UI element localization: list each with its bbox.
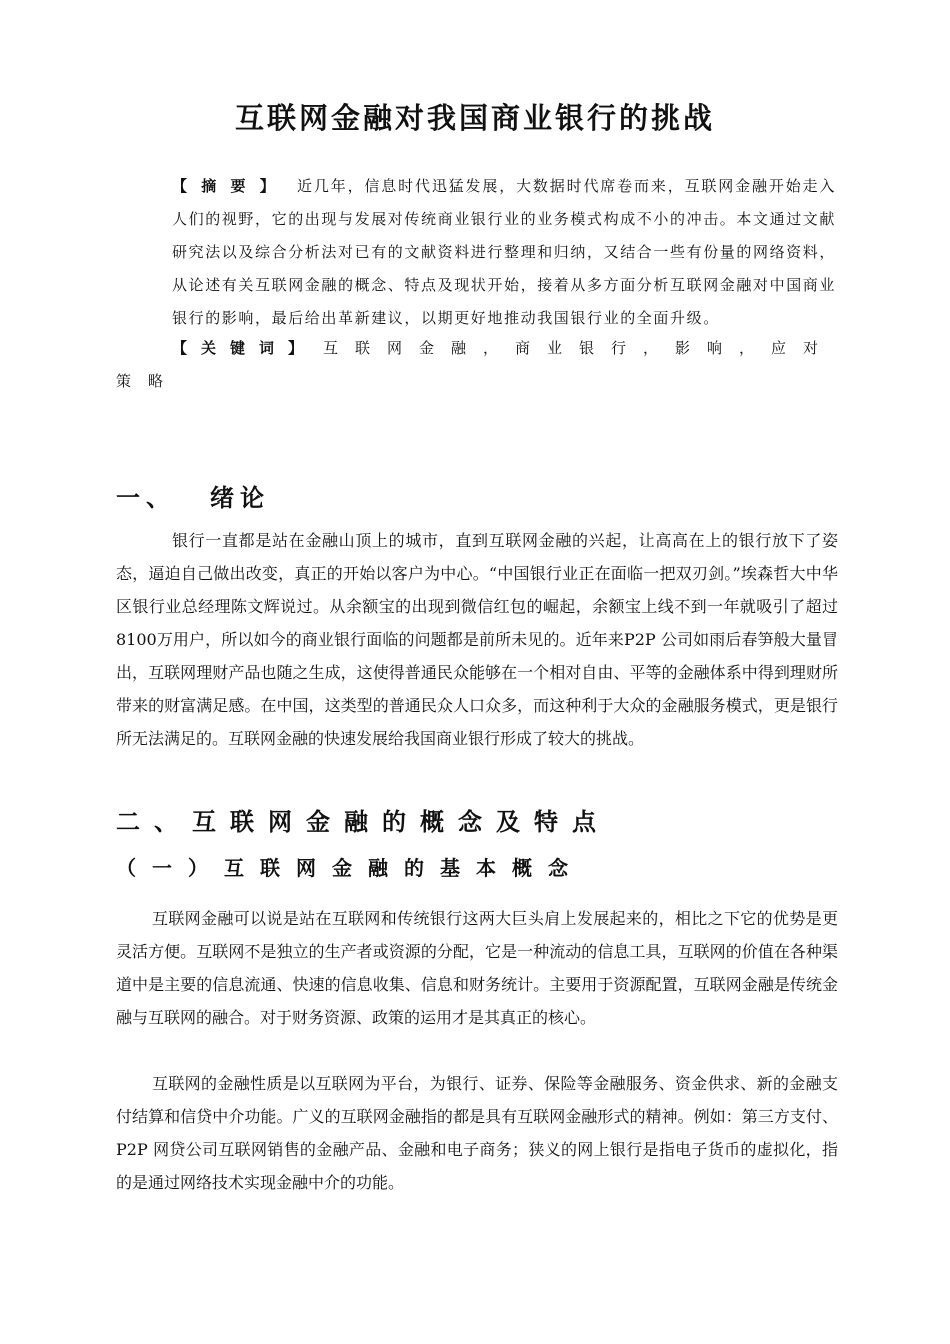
section-1-number: 一、 bbox=[116, 484, 176, 512]
section-1-paragraph: 银行一直都是站在金融山顶上的城市，直到互联网金融的兴起，让高高在上的银行放下了姿态，逼迫自己做出改变，真正的开始以客户为中心。“中国银行业正在面临一把双刃剑。”埃森哲大中华区银行业总经理陈文辉说过。从余额宝的出现到微信红包的崛起，余额宝上线不到一年就吸引了超过8100万用户，所以如今的商业银行面临的问题都是前所未见的。近年来P2P 公司如雨后春笋般大量冒出，互联网理财产品也随之生成，这使得普通民众能够在一个相对自由、平等的金融体系中得到理财所带来的财富满足感。在中国，这类型的普通民众人口众多，而这种利于大众的金融服务模式，更是银行所无法满足的。互联网金融的快速发展给我国商业银行形成了较大的挑战。 bbox=[116, 531, 838, 748]
abstract-text: 近几年，信息时代迅猛发展，大数据时代席卷而来，互联网金融开始走入人们的视野，它的出现与发展对传统商业银行业的业务模式构成不小的冲击。本文通过文献研究法以及综合分析法对已有的文献资料进行整理和归纳，又结合一些有份量的网络资料，从论述有关互联网金融的概念、特点及现状开始，接着从多方面分析互联网金融对中国商业银行的影响，最后给出革新建议，以期更好地推动我国银行业的全面升级。 bbox=[172, 177, 837, 327]
abstract-label: 【摘要】 bbox=[172, 177, 290, 195]
keywords-text: 互联网金融，商业银行，影响，应对策略 bbox=[116, 339, 836, 390]
abstract-paragraph bbox=[116, 170, 836, 335]
keywords-label: 【关键词】 bbox=[172, 339, 318, 357]
section-1-heading bbox=[116, 478, 270, 513]
subsection-1-heading: （一）互联网金融的基本概念 bbox=[116, 856, 584, 880]
keywords-block bbox=[116, 332, 836, 398]
abstract-block bbox=[116, 170, 836, 335]
subsection-1-paragraph-1: 互联网金融可以说是站在互联网和传统银行这两大巨头肩上发展起来的，相比之下它的优势是更灵活方便。互联网不是独立的生产者或资源的分配，它是一种流动的信息工具，互联网的价值在各种渠道中是主要的信息流通、快速的信息收集、信息和财务统计。主要用于资源配置，互联网金融是传统金融与互联网的融合。对于财务资源、政策的运用才是其真正的核心。 bbox=[116, 909, 838, 1027]
section-2-heading: 二、互联网金融的概念及特点 bbox=[116, 808, 610, 836]
subsection-1-paragraph-2: 互联网的金融性质是以互联网为平台，为银行、证券、保险等金融服务、资金供求、新的金融支付结算和信贷中介功能。广义的互联网金融指的都是具有互联网金融形式的精神。例如：第三方支付、P2P 网贷公司互联网销售的金融产品、金融和电子商务；狭义的网上银行是指电子货币的虚拟化，指的是通过网络技术实现金融中介的功能。 bbox=[116, 1074, 838, 1192]
section-1-title: 绪论 bbox=[210, 484, 270, 512]
document-title: 互联网金融对我国商业银行的挑战 bbox=[234, 101, 715, 135]
